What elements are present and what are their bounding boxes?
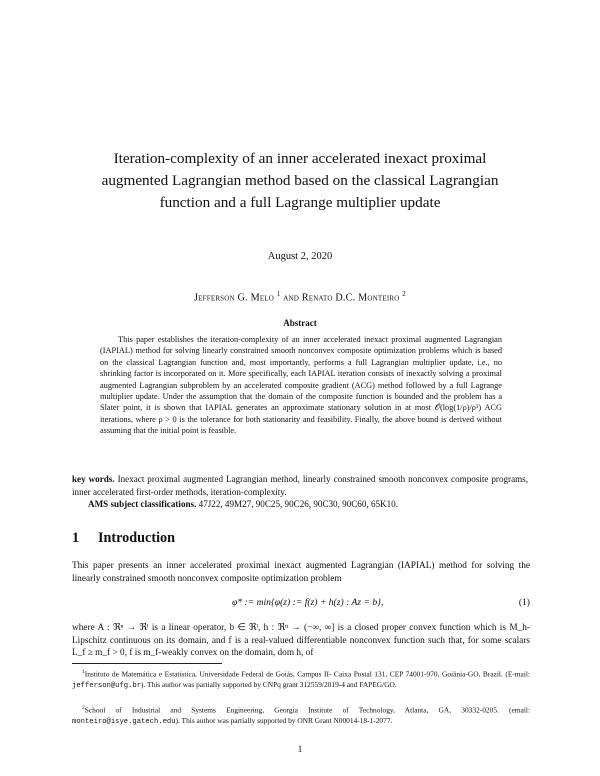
title-line-3: function and a full Lagrange multiplier update (159, 194, 441, 211)
title-line-2: augmented Lagrangian method based on the classical Lagrangian (101, 172, 499, 189)
equation-formula: φ* := min{φ(z) := f(z) + h(z) : Az = b}, (232, 597, 384, 608)
footnote-2-text-b: ). This author was partially supported by ONR Grant N00014-18-1-2077. (175, 715, 393, 725)
abstract-heading: Abstract (283, 318, 317, 328)
equation-number: (1) (518, 597, 530, 608)
author-2-footnote-mark: 2 (402, 290, 406, 298)
section-title: Introduction (98, 530, 175, 546)
author-2: Renato D.C. Monteiro (301, 292, 400, 304)
footnote-2-email: monteiro@isye.gatech.edu (72, 717, 176, 726)
section-number: 1 (72, 530, 80, 546)
keywords-label: key words. (72, 474, 115, 484)
keywords (72, 473, 528, 498)
footnote-2-mark: 2 (82, 705, 85, 711)
author-conjunction: and (283, 292, 300, 304)
ams-text: 47J22, 49M27, 90C25, 90C26, 90C30, 90C60, 65K10. (198, 499, 398, 509)
footnote-rule (72, 663, 222, 664)
section-heading (72, 530, 175, 547)
author-1-footnote-mark: 1 (276, 290, 281, 298)
keywords-text: Inexact proximal augmented Lagrangian method, linearly constrained smooth nonconvex composite programs, inner accelerated first-order methods, iteration-complexity. (72, 474, 528, 497)
footnote-2-text-a: School of Industrial and Systems Engineering, Georgia Institute of Technology, Atlanta, GA, 30332-0205. (email: (84, 705, 530, 715)
footnote-1-email: jefferson@ufg.br (72, 681, 142, 690)
title-line-1: Iteration-complexity of an inner accelerated inexact proximal (113, 150, 487, 167)
ams-classifications (88, 499, 528, 509)
footnote-1-mark: 1 (82, 669, 85, 675)
footnote-1 (72, 667, 530, 691)
author-1: Jefferson G. Melo (194, 292, 275, 304)
ams-label: AMS subject classifications. (88, 499, 197, 509)
problem-description-paragraph: where A : ℜⁿ → ℜˡ is a linear operator, b ∈ ℜˡ, h : ℜⁿ → (−∞, ∞] is a closed proper convex function which is M_h-Lipschitz continuous on its domain, and f is a real-valued differentiable nonconvex function such that, for some scalars L_f ≥ m_f > 0, f is m_f-weakly convex on the domain, dom h, of (72, 623, 530, 659)
abstract-text: This paper establishes the iteration-complexity of an inner accelerated inexact proximal augmented Lagrangian (IAPIAL) method for solving linearly constrained smooth nonconvex composite optimization problems which is based on the classical Lagrangian function and, most importantly, performs a full Lagrangian multiplier update, i.e., no shrinking factor is incorporated on it. More specifically, each IAPIAL iteration consists of inexactly solving a proximal augmented Lagrangian subproblem by an accelerated composite gradient (ACG) method followed by a full Lagrange multiplier update. Under the assumption that the domain of the composite function is bounded and the problem has a Slater point, it is shown that IAPIAL generates an approximate stationary solution in at most 𝒪(log(1/ρ)/ρ³) ACG iterations, where ρ > 0 is the tolerance for both stationarity and feasibility. Finally, the above bound is derived without assuming that the initial point is feasible. (100, 335, 502, 436)
page-number: 1 (297, 745, 303, 755)
footnote-1-text-a: Instituto de Matemática e Estatística, Universidade Federal de Goiás, Campus II- Caixa Postal 131, CEP 74001-970, Goiânia-GO, Brazil. (E-mail: (84, 669, 530, 679)
intro-paragraph: This paper presents an inner accelerated proximal inexact augmented Lagrangian (IAPIAL) method for solving the linearly constrained smooth nonconvex composite optimization problem (72, 561, 530, 584)
footnote-1-text-b: ). This author was partially supported by CNPq grant 312559/2019-4 and FAPEG/GO. (141, 679, 397, 689)
paper-date: August 2, 2020 (267, 251, 333, 262)
footnote-2 (72, 703, 530, 727)
author-line (0, 290, 600, 303)
paper-title (60, 148, 540, 214)
